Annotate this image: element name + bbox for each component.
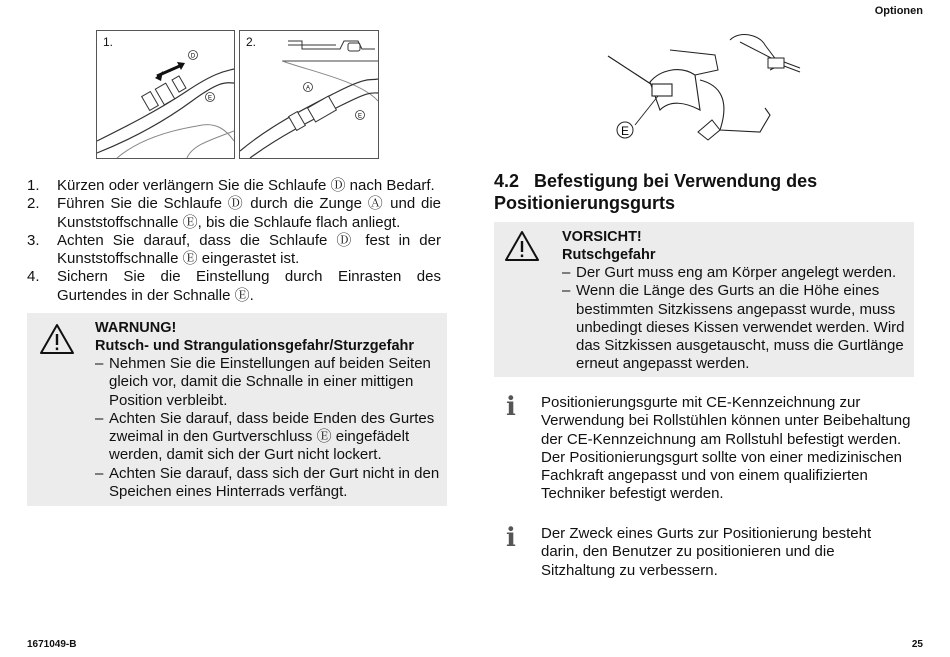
right-figure-callout-e: E bbox=[620, 124, 630, 138]
callout-e-2: E bbox=[357, 113, 363, 120]
positioning-belt-illustration bbox=[600, 20, 820, 160]
figure-1-label: 1. bbox=[103, 35, 114, 49]
figure-step-1 bbox=[96, 30, 235, 159]
list-item: – Wenn die Länge des Gurts an die Höhe eines bestimmten Sitzkissens angepasst wurde, muss unbedingt dieses Kissen verwendet werden. Wird das Sitzkissen ausgetauscht, muss die Gurtlänge erneut angepasst werden. bbox=[562, 282, 908, 373]
figure-2-label: 2. bbox=[246, 35, 257, 49]
footer-page-number: 25 bbox=[911, 639, 923, 650]
callout-d: D bbox=[190, 53, 196, 60]
footer-doc-number: 1671049-B bbox=[27, 639, 77, 650]
warning-triangle-icon bbox=[504, 230, 540, 262]
buckle-threading-illustration bbox=[240, 31, 378, 158]
warning-subtitle: Rutsch- und Strangulationsgefahr/Sturzgefahr bbox=[95, 338, 415, 354]
list-item: 4. Sichern Sie die Einstellung durch Einrasten des Gurtendes in der Schnalle Ⓔ. bbox=[27, 268, 441, 304]
caution-subtitle: Rutschgefahr bbox=[562, 247, 656, 263]
info-note-ce: Positionierungsgurte mit CE-Kennzeichnung zur Verwendung bei Rollstühlen können unter Beibehaltung der CE-Kennzeichnung am Rollstuhl befestigt werden. Der Positionierungsgurt sollte von einer medizinischen Fachkraft angepasst und von einem qualifizierten Techniker befestigt werden. bbox=[541, 394, 911, 503]
belt-adjust-illustration bbox=[97, 31, 234, 158]
list-item: – Der Gurt muss eng am Körper angelegt werden. bbox=[562, 264, 908, 282]
section-title: Befestigung bei Verwendung des Positionierungsgurts bbox=[494, 171, 818, 213]
list-item: – Achten Sie darauf, dass sich der Gurt nicht in den Speichen eines Hinterrads verfängt. bbox=[95, 465, 441, 502]
info-note-purpose: Der Zweck eines Gurts zur Positionierung besteht darin, den Benutzer zu positionieren und die Sitzhaltung zu verbessern. bbox=[541, 525, 872, 579]
figure-step-2 bbox=[239, 30, 379, 159]
list-item: 2. Führen Sie die Schlaufe Ⓓ durch die Zunge Ⓐ und die Kunststoffschnalle Ⓔ, bis die Schlaufe flach anliegt. bbox=[27, 195, 441, 231]
adjustment-steps bbox=[27, 177, 441, 305]
list-item: 1. Kürzen oder verlängern Sie die Schlaufe Ⓓ nach Bedarf. bbox=[27, 177, 435, 194]
section-number: 4.2 bbox=[494, 171, 520, 191]
warning-triangle-icon bbox=[39, 323, 75, 355]
caution-list bbox=[562, 264, 908, 374]
list-item: 3. Achten Sie darauf, dass die Schlaufe Ⓓ fest in der Kunststoffschnalle Ⓔ eingerastet ist. bbox=[27, 231, 441, 268]
list-item: – Nehmen Sie die Einstellungen auf beiden Seiten gleich vor, damit die Schnalle in einer mittigen Position verbleibt. bbox=[95, 355, 441, 410]
info-icon: ℹ bbox=[506, 392, 516, 422]
list-item: – Achten Sie darauf, dass beide Enden des Gurtes zweimal in den Gurtverschluss Ⓔ eingefädelt werden, damit sich der Gurt nicht lockert. bbox=[95, 410, 441, 465]
caution-title: VORSICHT! bbox=[562, 229, 642, 245]
header-section-name: Optionen bbox=[874, 5, 923, 17]
warning-box bbox=[27, 313, 447, 506]
warning-list bbox=[95, 355, 441, 501]
section-heading bbox=[494, 170, 834, 214]
callout-a: A bbox=[305, 85, 311, 92]
warning-title: WARNUNG! bbox=[95, 320, 177, 336]
info-icon: ℹ bbox=[506, 523, 516, 553]
callout-e: E bbox=[207, 95, 213, 102]
caution-box bbox=[494, 222, 914, 377]
